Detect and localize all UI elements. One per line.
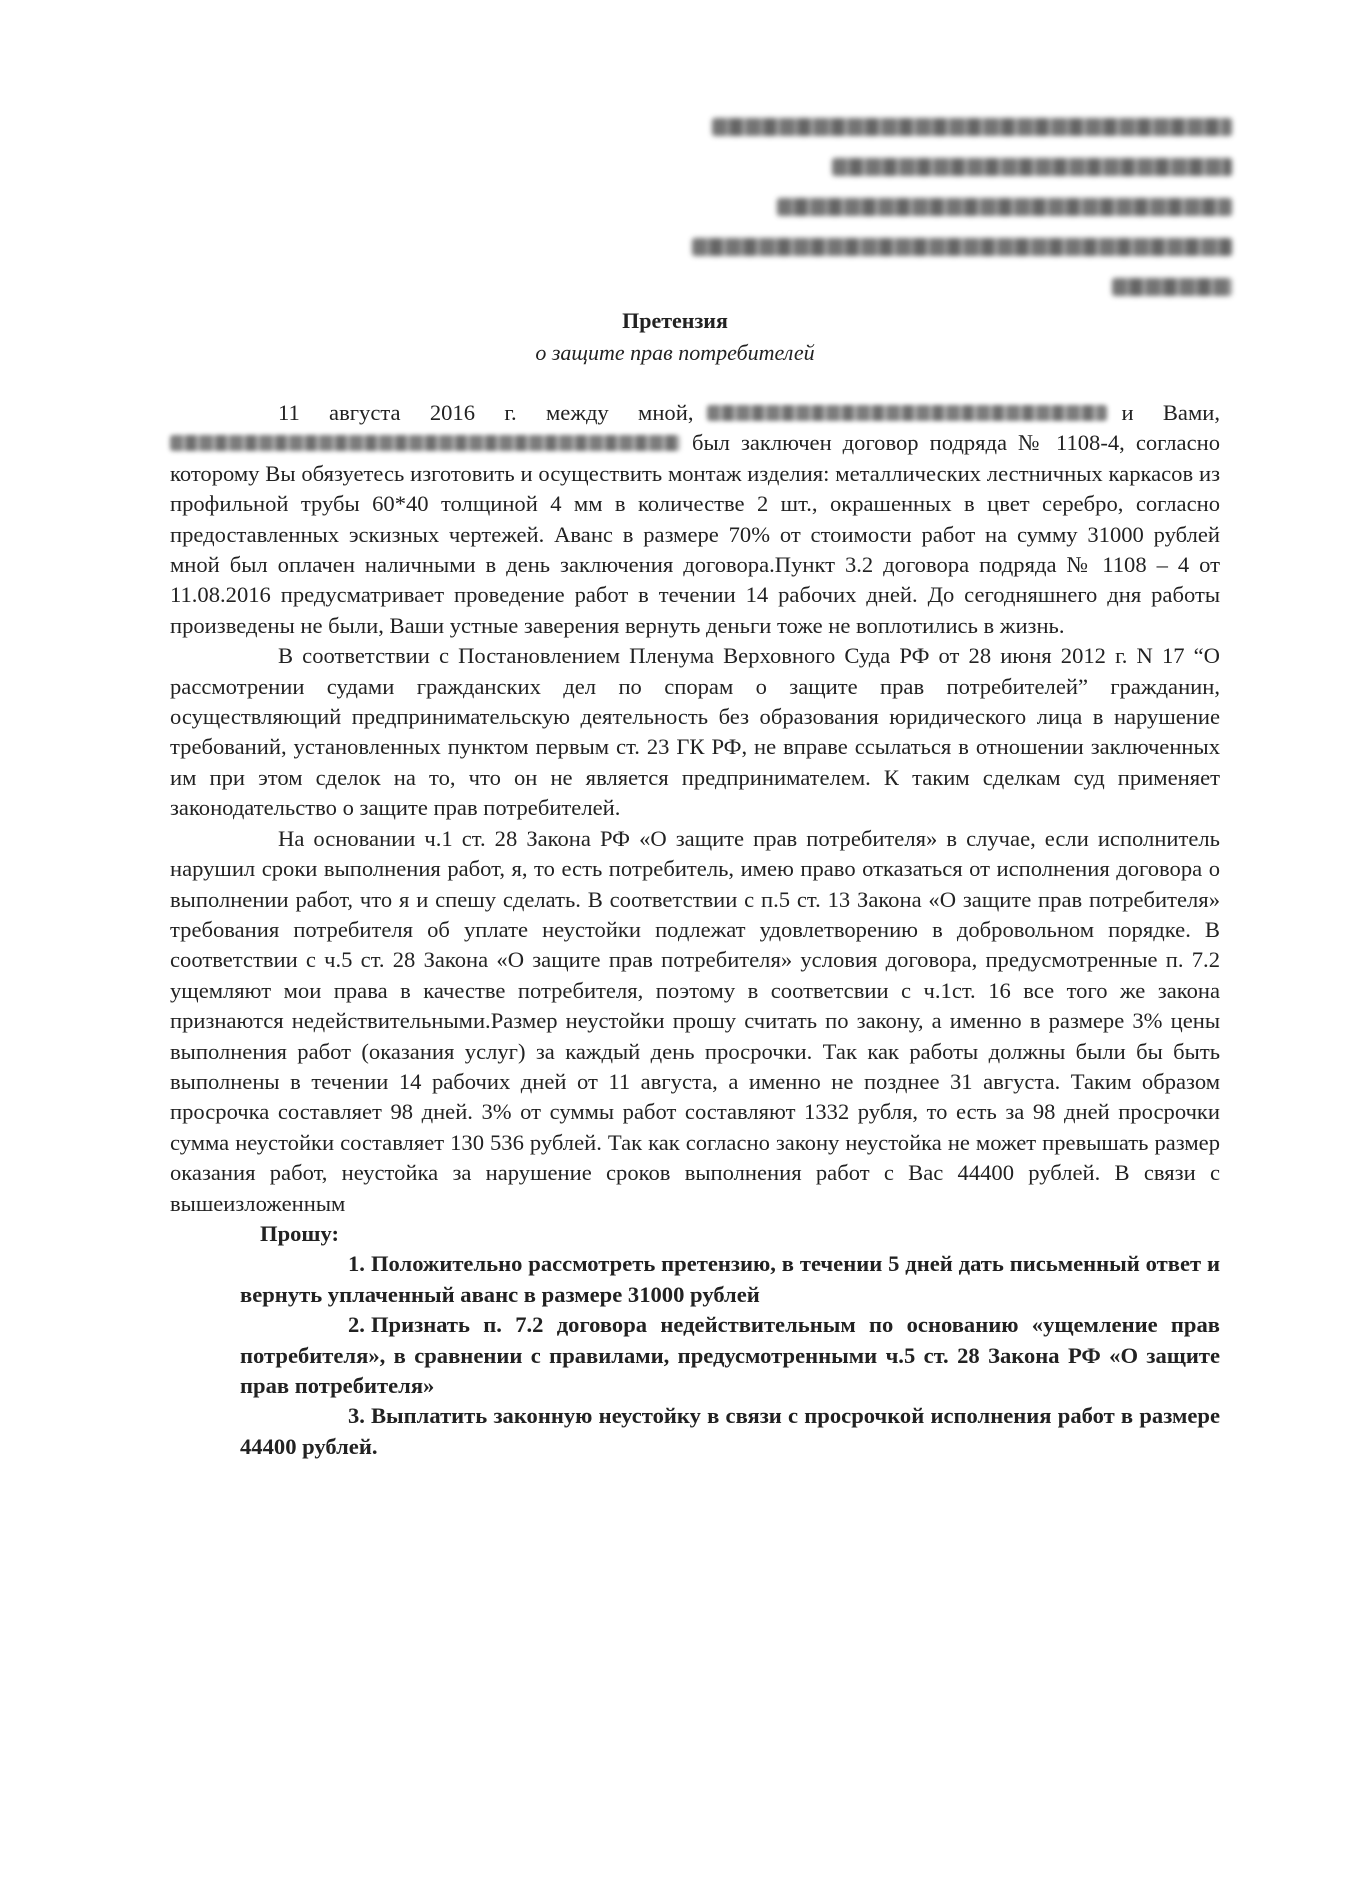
document-title: Претензия <box>622 308 728 333</box>
redacted-line <box>692 238 1232 256</box>
redacted-line <box>712 118 1232 136</box>
paragraph-2: В соответствии с Постановлением Пленума Верховного Суда РФ от 28 июня 2012 г. N 17 “О рассмотрении судами гражданских дел по спорам о защите прав потребителей” гражданин, осуществляющий предпринимательскую деятельность без образования юридического лица в нарушение требований, установленных пунктом первым ст. 23 ГК РФ, не вправе ссылаться в отношении заключенных им при этом сделок на то, что он не является предпринимателем. К таким сделкам суд применяет законодательство о защите прав потребителей. <box>170 643 1220 821</box>
paragraph-1 <box>170 398 1220 641</box>
recipient-header-redacted <box>672 118 1232 318</box>
redacted-name <box>707 405 1107 421</box>
document-body <box>170 398 1220 1462</box>
paragraph-3: На основании ч.1 ст. 28 Закона РФ «О защите прав потребителя» в случае, если исполнитель нарушил сроки выполнения работ, я, то есть потребитель, имею право отказаться от исполнения договора о выполнении работ, что я и спешу сделать. В соответствии с п.5 ст. 13 Закона «О защите прав потребителя» требования потребителя об уплате неустойки подлежат удовлетворению в добровольном порядке. В соответствии с ч.5 ст. 28 Закона «О защите прав потребителя» условия договора, предусмотренные п. 7.2 ущемляют мои права в качестве потребителя, поэтому в соответсвии с ч.1ст. 16 все того же закона признаются недействительными.Размер неустойки прошу считать по закону, а именно в размере 3% цены выполнения работ (оказания услуг) за каждый день просрочки. Так как работы должны были бы быть выполнены в течении 14 рабочих дней от 11 августа, а именно не позднее 31 августа. Таким образом просрочка составляет 98 дней. 3% от суммы работ составляют 1332 рубля, то есть за 98 дней просрочки сумма неустойки составляет 130 536 рублей. Так как согласно закону неустойка не может превышать размер оказания работ, неустойка за нарушение сроков выполнения работ с Вас 44400 рублей. В связи с вышеизложенным <box>170 825 1220 1216</box>
redacted-name <box>170 435 680 451</box>
redacted-line <box>777 198 1232 216</box>
request-heading: Прошу: <box>260 1220 340 1246</box>
request-item: 3. Выплатить законную неустойку в связи с просрочкой исполнения работ в размере 44400 рублей. <box>240 1403 1220 1459</box>
redacted-line <box>1112 278 1232 296</box>
request-list <box>170 1249 1220 1462</box>
redacted-line <box>832 158 1232 176</box>
request-item: 2. Признать п. 7.2 договора недействительным по основанию «ущемление прав потребителя», в сравнении с правилами, предусмотренными ч.5 ст. 28 Закона РФ «О защите прав потребителя» <box>240 1312 1220 1398</box>
paragraph-1-part-c: был заключен договор подряда № 1108-4, согласно которому Вы обязуетесь изготовить и осуществить монтаж изделия: металлических лестничных каркасов из профильной трубы 60*40 толщиной 4 мм в количестве 2 шт., окрашенных в цвет серебро, согласно предоставленных эскизных чертежей. Аванс в размере 70% от стоимости работ на сумму 31000 рублей мной был оплачен наличными в день заключения договора.Пункт 3.2 договора подряда № 1108 – 4 от 11.08.2016 предусматривает проведение работ в течении 14 рабочих дней. До сегодняшнего дня работы произведены не были, Ваши устные заверения вернуть деньги тоже не воплотились в жизнь. <box>170 430 1220 638</box>
paragraph-1-part-a: 11 августа 2016 г. между мной, <box>278 400 694 425</box>
document-subtitle: о защите прав потребителей <box>535 340 815 365</box>
paragraph-1-part-b: и Вами, <box>1121 400 1221 425</box>
request-item: 1. Положительно рассмотреть претензию, в течении 5 дней дать письменный ответ и вернуть уплаченный аванс в размере 31000 рублей <box>240 1251 1220 1307</box>
